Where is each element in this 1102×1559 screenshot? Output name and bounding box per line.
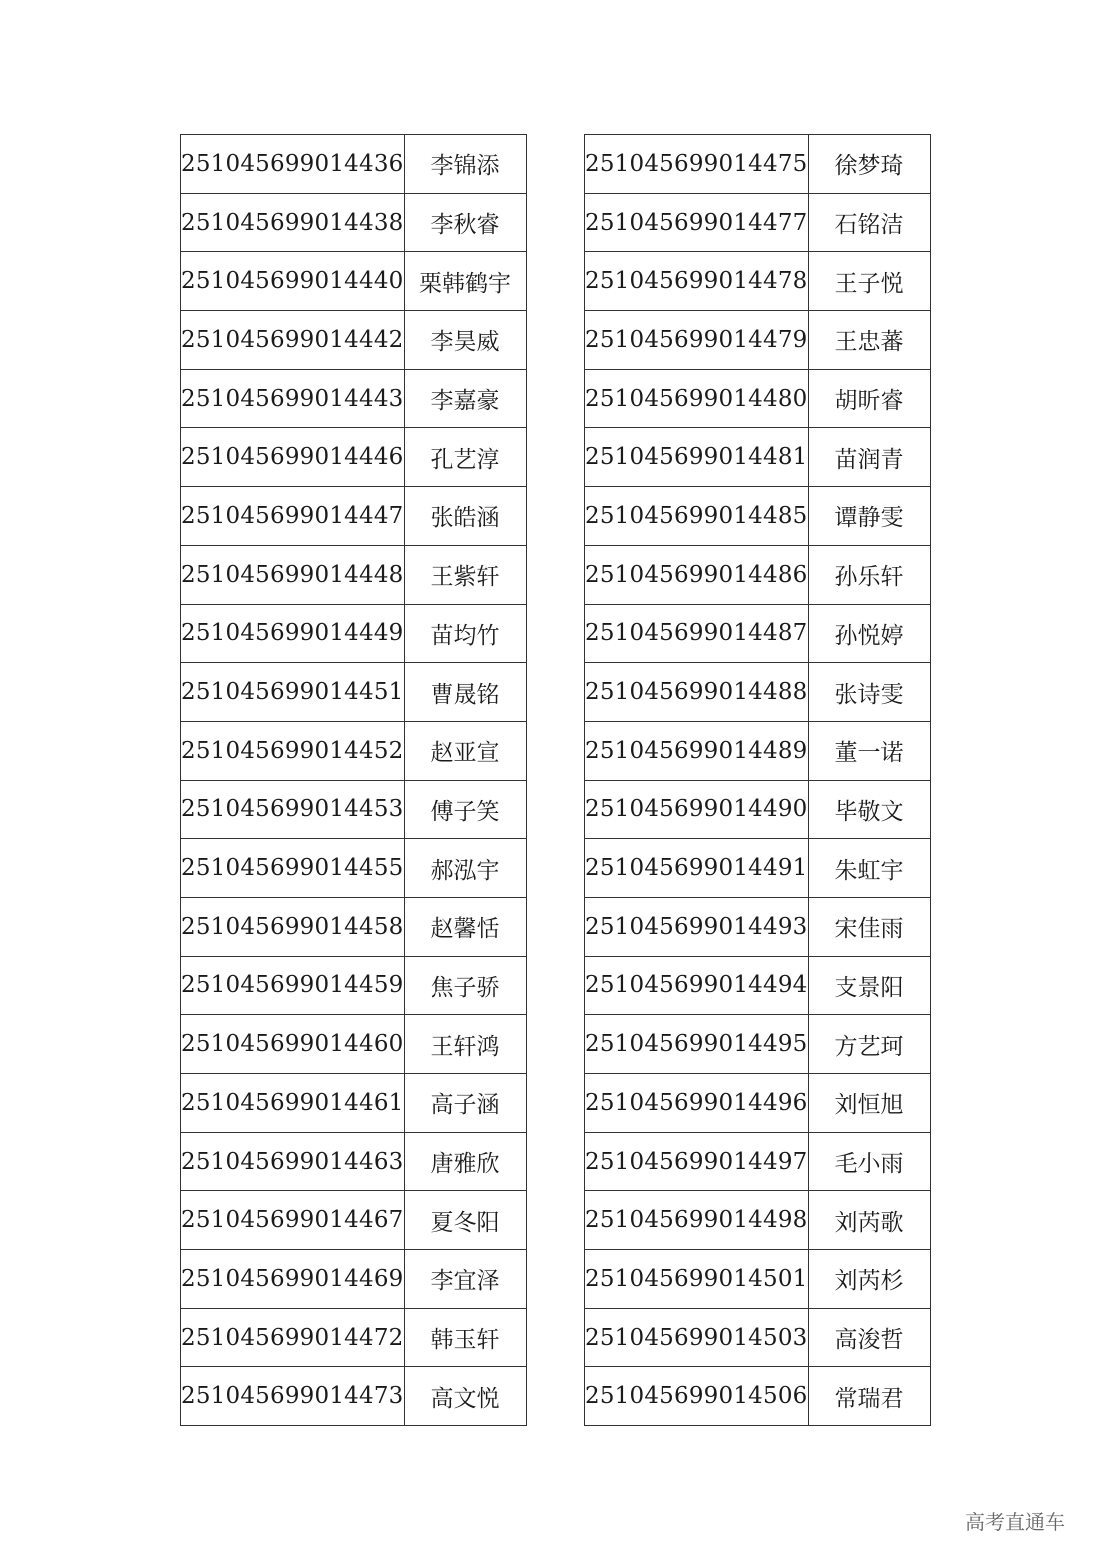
candidate-id-cell: 251045699014473 bbox=[181, 1367, 405, 1426]
table-row bbox=[181, 311, 527, 370]
table-row bbox=[181, 1308, 527, 1367]
candidate-id-cell: 251045699014461 bbox=[181, 1074, 405, 1133]
table-row bbox=[585, 780, 931, 839]
candidate-name-cell: 支景阳 bbox=[808, 956, 930, 1015]
candidate-id-cell: 251045699014501 bbox=[585, 1250, 809, 1309]
table-row bbox=[585, 897, 931, 956]
candidate-id-cell: 251045699014491 bbox=[585, 839, 809, 898]
candidate-name-cell: 李宜泽 bbox=[404, 1250, 526, 1309]
candidate-name-cell: 高文悦 bbox=[404, 1367, 526, 1426]
table-row bbox=[585, 604, 931, 663]
candidate-id-cell: 251045699014480 bbox=[585, 369, 809, 428]
table-row bbox=[585, 721, 931, 780]
candidate-name-cell: 方艺珂 bbox=[808, 1015, 930, 1074]
watermark: 高考直通车 bbox=[965, 1510, 1065, 1534]
table-row bbox=[181, 193, 527, 252]
candidate-name-cell: 孙悦婷 bbox=[808, 604, 930, 663]
candidate-name-cell: 夏冬阳 bbox=[404, 1191, 526, 1250]
candidate-name-cell: 唐雅欣 bbox=[404, 1132, 526, 1191]
table-row bbox=[181, 663, 527, 722]
candidate-name-cell: 李嘉豪 bbox=[404, 369, 526, 428]
candidate-id-cell: 251045699014488 bbox=[585, 663, 809, 722]
candidate-id-cell: 251045699014448 bbox=[181, 545, 405, 604]
candidate-name-cell: 常瑞君 bbox=[808, 1367, 930, 1426]
candidate-name-cell: 李秋睿 bbox=[404, 193, 526, 252]
candidate-name-cell: 王紫轩 bbox=[404, 545, 526, 604]
candidate-id-cell: 251045699014469 bbox=[181, 1250, 405, 1309]
candidate-id-cell: 251045699014442 bbox=[181, 311, 405, 370]
table-row bbox=[181, 545, 527, 604]
candidate-id-cell: 251045699014498 bbox=[585, 1191, 809, 1250]
table-row bbox=[181, 956, 527, 1015]
table-row bbox=[585, 311, 931, 370]
candidate-id-cell: 251045699014493 bbox=[585, 897, 809, 956]
candidate-name-cell: 高浚哲 bbox=[808, 1308, 930, 1367]
table-row bbox=[181, 721, 527, 780]
candidate-id-cell: 251045699014453 bbox=[181, 780, 405, 839]
candidate-name-cell: 郝泓宇 bbox=[404, 839, 526, 898]
table-row bbox=[181, 839, 527, 898]
table-row bbox=[585, 252, 931, 311]
candidate-name-cell: 董一诺 bbox=[808, 721, 930, 780]
candidate-name-cell: 傅子笑 bbox=[404, 780, 526, 839]
candidate-id-cell: 251045699014452 bbox=[181, 721, 405, 780]
candidate-id-cell: 251045699014449 bbox=[181, 604, 405, 663]
table-row bbox=[585, 369, 931, 428]
table-row bbox=[585, 1015, 931, 1074]
candidate-name-cell: 栗韩鹤宇 bbox=[404, 252, 526, 311]
candidate-id-cell: 251045699014490 bbox=[585, 780, 809, 839]
candidate-name-cell: 毕敬文 bbox=[808, 780, 930, 839]
candidate-name-cell: 王轩鸿 bbox=[404, 1015, 526, 1074]
table-row bbox=[181, 1191, 527, 1250]
candidate-id-cell: 251045699014487 bbox=[585, 604, 809, 663]
table-row bbox=[585, 956, 931, 1015]
candidate-name-cell: 刘恒旭 bbox=[808, 1074, 930, 1133]
candidate-name-cell: 毛小雨 bbox=[808, 1132, 930, 1191]
table-row bbox=[181, 897, 527, 956]
candidate-name-cell: 赵亚宣 bbox=[404, 721, 526, 780]
table-row bbox=[585, 1367, 931, 1426]
candidate-id-cell: 251045699014460 bbox=[181, 1015, 405, 1074]
candidate-id-cell: 251045699014458 bbox=[181, 897, 405, 956]
candidate-name-cell: 苗均竹 bbox=[404, 604, 526, 663]
candidate-name-cell: 孔艺淳 bbox=[404, 428, 526, 487]
candidate-name-cell: 韩玉轩 bbox=[404, 1308, 526, 1367]
candidate-id-cell: 251045699014496 bbox=[585, 1074, 809, 1133]
candidate-id-cell: 251045699014494 bbox=[585, 956, 809, 1015]
candidate-name-cell: 曹晟铭 bbox=[404, 663, 526, 722]
table-row bbox=[181, 487, 527, 546]
candidate-id-cell: 251045699014475 bbox=[585, 135, 809, 194]
table-row bbox=[181, 1074, 527, 1133]
table-row bbox=[585, 193, 931, 252]
candidate-name-cell: 赵馨恬 bbox=[404, 897, 526, 956]
candidate-name-cell: 孙乐轩 bbox=[808, 545, 930, 604]
candidate-name-cell: 张皓涵 bbox=[404, 487, 526, 546]
candidate-id-cell: 251045699014443 bbox=[181, 369, 405, 428]
candidate-name-cell: 朱虹宇 bbox=[808, 839, 930, 898]
candidate-id-cell: 251045699014440 bbox=[181, 252, 405, 311]
table-row bbox=[181, 135, 527, 194]
candidate-name-cell: 刘芮杉 bbox=[808, 1250, 930, 1309]
table-row bbox=[181, 604, 527, 663]
roster-table-right bbox=[584, 134, 931, 1426]
candidate-id-cell: 251045699014495 bbox=[585, 1015, 809, 1074]
candidate-name-cell: 王子悦 bbox=[808, 252, 930, 311]
candidate-name-cell: 李锦添 bbox=[404, 135, 526, 194]
candidate-id-cell: 251045699014472 bbox=[181, 1308, 405, 1367]
candidate-name-cell: 高子涵 bbox=[404, 1074, 526, 1133]
table-row bbox=[585, 839, 931, 898]
candidate-name-cell: 王忠蕃 bbox=[808, 311, 930, 370]
candidate-id-cell: 251045699014485 bbox=[585, 487, 809, 546]
table-row bbox=[181, 1015, 527, 1074]
candidate-name-cell: 焦子骄 bbox=[404, 956, 526, 1015]
candidate-id-cell: 251045699014497 bbox=[585, 1132, 809, 1191]
table-row bbox=[181, 1250, 527, 1309]
candidate-name-cell: 胡昕睿 bbox=[808, 369, 930, 428]
table-row bbox=[181, 252, 527, 311]
candidate-id-cell: 251045699014451 bbox=[181, 663, 405, 722]
candidate-name-cell: 苗润青 bbox=[808, 428, 930, 487]
table-row bbox=[181, 428, 527, 487]
table-row bbox=[181, 1367, 527, 1426]
candidate-id-cell: 251045699014463 bbox=[181, 1132, 405, 1191]
candidate-id-cell: 251045699014486 bbox=[585, 545, 809, 604]
candidate-name-cell: 张诗雯 bbox=[808, 663, 930, 722]
candidate-id-cell: 251045699014438 bbox=[181, 193, 405, 252]
table-row bbox=[585, 487, 931, 546]
table-row bbox=[585, 545, 931, 604]
candidate-name-cell: 刘芮歌 bbox=[808, 1191, 930, 1250]
candidate-id-cell: 251045699014506 bbox=[585, 1367, 809, 1426]
candidate-id-cell: 251045699014478 bbox=[585, 252, 809, 311]
table-row bbox=[181, 780, 527, 839]
table-row bbox=[585, 428, 931, 487]
candidate-id-cell: 251045699014489 bbox=[585, 721, 809, 780]
roster-table-left bbox=[180, 134, 527, 1426]
candidate-id-cell: 251045699014459 bbox=[181, 956, 405, 1015]
table-row bbox=[181, 369, 527, 428]
candidate-id-cell: 251045699014467 bbox=[181, 1191, 405, 1250]
candidate-id-cell: 251045699014455 bbox=[181, 839, 405, 898]
table-row bbox=[585, 1132, 931, 1191]
candidate-id-cell: 251045699014436 bbox=[181, 135, 405, 194]
table-row bbox=[585, 1074, 931, 1133]
candidate-id-cell: 251045699014481 bbox=[585, 428, 809, 487]
candidate-id-cell: 251045699014479 bbox=[585, 311, 809, 370]
table-row bbox=[585, 135, 931, 194]
table-row bbox=[585, 1191, 931, 1250]
table-row bbox=[585, 1250, 931, 1309]
candidate-id-cell: 251045699014447 bbox=[181, 487, 405, 546]
candidate-name-cell: 宋佳雨 bbox=[808, 897, 930, 956]
candidate-id-cell: 251045699014477 bbox=[585, 193, 809, 252]
candidate-name-cell: 李昊威 bbox=[404, 311, 526, 370]
table-row bbox=[181, 1132, 527, 1191]
table-row bbox=[585, 663, 931, 722]
candidate-name-cell: 徐梦琦 bbox=[808, 135, 930, 194]
candidate-id-cell: 251045699014503 bbox=[585, 1308, 809, 1367]
candidate-name-cell: 谭静雯 bbox=[808, 487, 930, 546]
candidate-name-cell: 石铭洁 bbox=[808, 193, 930, 252]
table-row bbox=[585, 1308, 931, 1367]
candidate-id-cell: 251045699014446 bbox=[181, 428, 405, 487]
